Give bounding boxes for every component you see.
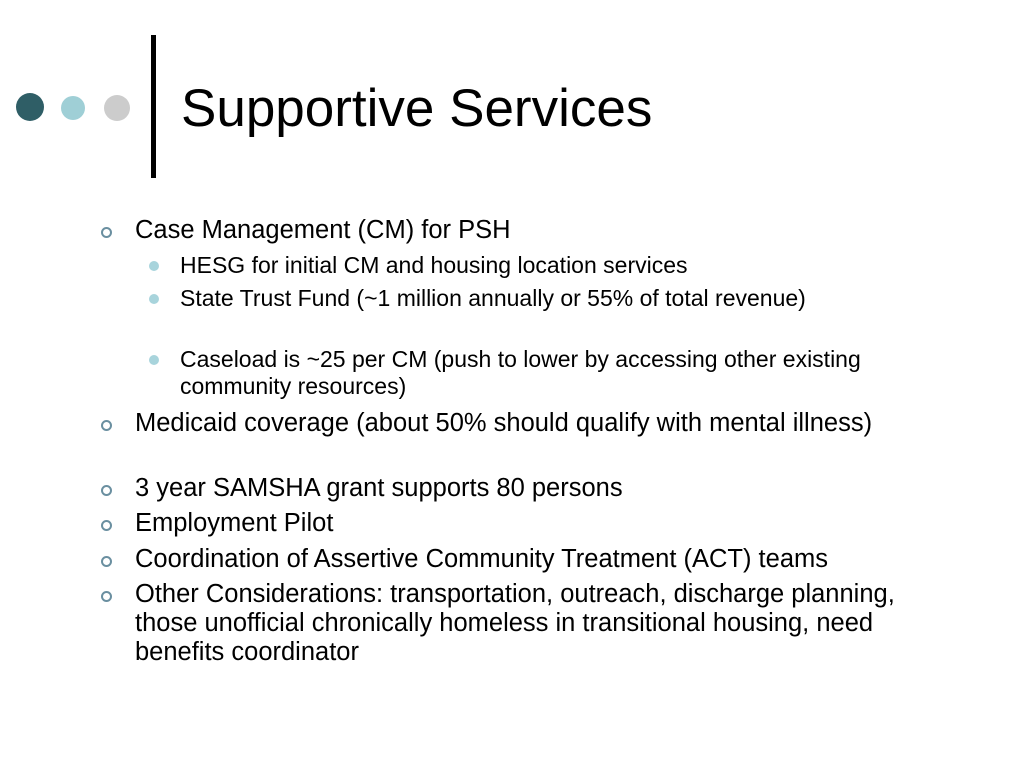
bullet-ring-icon	[101, 591, 112, 602]
bullet-ring-icon	[101, 227, 112, 238]
bullet-item: Coordination of Assertive Community Treatment (ACT) teams	[135, 545, 828, 573]
bullet-item: Medicaid coverage (about 50% should qualify with mental illness)	[135, 409, 873, 437]
sub-bullet-item: State Trust Fund (~1 million annually or 55% of total revenue)	[180, 285, 806, 311]
bullet-ring-icon	[101, 556, 112, 567]
bullet-item: Other Considerations: transportation, outreach, discharge planning, those unofficial chronically homeless in transitional housing, need benefits coordinator	[135, 580, 895, 666]
sub-bullet-disc-icon	[149, 355, 159, 365]
sub-bullet-item: Caseload is ~25 per CM (push to lower by accessing other existing community resources)	[180, 346, 861, 399]
bullet-ring-icon	[101, 520, 112, 531]
bullet-item: 3 year SAMSHA grant supports 80 persons	[135, 474, 623, 502]
slide-title: Supportive Services	[181, 79, 653, 138]
bullet-ring-icon	[101, 485, 112, 496]
sub-bullet-item: HESG for initial CM and housing location services	[180, 252, 688, 278]
sub-bullet-disc-icon	[149, 261, 159, 271]
sub-bullet-disc-icon	[149, 294, 159, 304]
bullet-item: Case Management (CM) for PSH	[135, 216, 511, 244]
bullet-item: Employment Pilot	[135, 509, 334, 537]
bullet-ring-icon	[101, 420, 112, 431]
